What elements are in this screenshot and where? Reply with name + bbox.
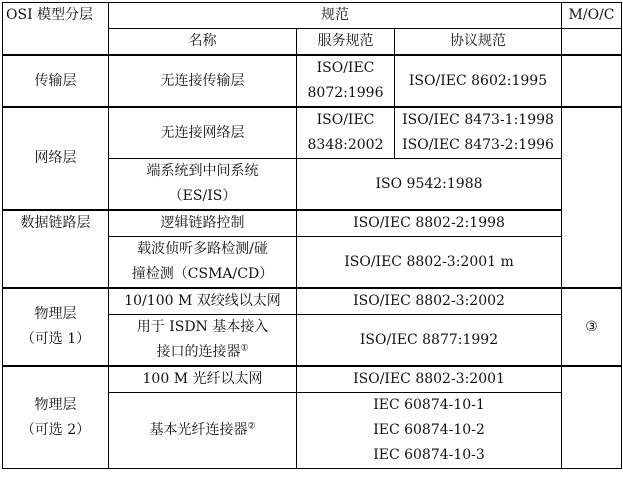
datalink-row <box>3 210 622 237</box>
csma-name-line1: 载波侦听多路检测/碰 <box>137 241 268 257</box>
footnote-1-marker: ① <box>240 343 249 354</box>
physical1-r2-name-line2: 接口的连接器 <box>156 344 241 360</box>
footnote-2-marker: ② <box>247 421 256 432</box>
header-name: 名称 <box>109 29 297 56</box>
transport-service-line1: ISO/IEC <box>316 60 375 76</box>
osi-spec-table <box>2 2 622 469</box>
network-row-1 <box>3 107 622 159</box>
network-r1-protocol-line1: ISO/IEC 8473-1:1998 <box>402 112 554 128</box>
transport-name: 无连接传输层 <box>109 55 297 107</box>
header-row-1 <box>3 3 622 29</box>
transport-moc <box>562 55 622 107</box>
physical2-layer-line1: 物理层 <box>34 396 77 413</box>
physical2-moc <box>562 366 622 469</box>
header-moc-blank <box>562 29 622 56</box>
header-protocol-spec: 协议规范 <box>395 29 562 56</box>
network-moc <box>562 107 622 288</box>
csma-name-line2: 撞检测（CSMA/CD） <box>131 266 274 282</box>
physical2-r1-spec: ISO/IEC 8802-3:2001 <box>297 366 562 393</box>
network-r1-service-spec <box>297 107 395 159</box>
header-moc: M/O/C <box>562 3 622 29</box>
network-r1-service-line2: 8348:2002 <box>307 137 384 153</box>
physical2-r2-spec <box>297 393 562 469</box>
transport-service-spec <box>297 55 395 107</box>
header-service-spec: 服务规范 <box>297 29 395 56</box>
transport-row <box>3 55 622 107</box>
datalink-name: 逻辑链路控制 <box>109 210 297 237</box>
network-r2-name-line2: （ES/IS） <box>168 188 237 204</box>
transport-service-line2: 8072:1996 <box>307 85 384 101</box>
physical1-layer <box>3 288 109 366</box>
physical2-r2-spec-line2: IEC 60874-10-2 <box>373 422 485 438</box>
physical1-r2-name-line1: 用于 ISDN 基本接入 <box>136 319 269 335</box>
csma-spec: ISO/IEC 8802-3:2001 m <box>297 237 562 289</box>
header-spec: 规范 <box>109 3 562 29</box>
datalink-layer: 数据链路层 <box>3 210 109 288</box>
network-r2-name <box>109 159 297 211</box>
physical1-r2-spec: ISO/IEC 8877:1992 <box>297 315 562 367</box>
physical2-r1-name: 100 M 光纤以太网 <box>109 366 297 393</box>
transport-protocol-spec: ISO/IEC 8602:1995 <box>395 55 562 107</box>
network-r2-spec: ISO 9542:1988 <box>297 159 562 211</box>
physical2-r2-name-text: 基本光纤连接器 <box>149 422 248 438</box>
physical2-layer-line2: （可选 2） <box>20 421 91 438</box>
network-r1-protocol-spec <box>395 107 562 159</box>
physical1-layer-line1: 物理层 <box>34 306 77 322</box>
physical2-r2-name <box>109 393 297 469</box>
physical2-layer <box>3 366 109 469</box>
physical1-r2-name <box>109 315 297 367</box>
physical2-row-1 <box>3 366 622 393</box>
physical1-layer-line2: （可选 1） <box>20 331 91 347</box>
network-r2-name-line1: 端系统到中间系统 <box>146 163 259 179</box>
physical1-moc: ③ <box>562 288 622 366</box>
physical1-r1-spec: ISO/IEC 8802-3:2002 <box>297 288 562 315</box>
physical1-r1-name: 10/100 M 双绞线以太网 <box>109 288 297 315</box>
header-osi-layer: OSI 模型分层 <box>3 3 109 56</box>
transport-layer: 传输层 <box>3 55 109 107</box>
datalink-spec: ISO/IEC 8802-2:1998 <box>297 210 562 237</box>
physical2-r2-spec-line3: IEC 60874-10-3 <box>373 447 485 463</box>
csma-name <box>109 237 297 289</box>
network-r1-service-line1: ISO/IEC <box>316 112 375 128</box>
physical2-r2-spec-line1: IEC 60874-10-1 <box>373 397 485 413</box>
physical1-row-1 <box>3 288 622 315</box>
physical1-r2-name-line2-wrap <box>112 340 293 365</box>
network-r1-name: 无连接网络层 <box>109 107 297 159</box>
network-r1-protocol-line2: ISO/IEC 8473-2:1996 <box>402 137 554 153</box>
network-layer: 网络层 <box>3 107 109 210</box>
